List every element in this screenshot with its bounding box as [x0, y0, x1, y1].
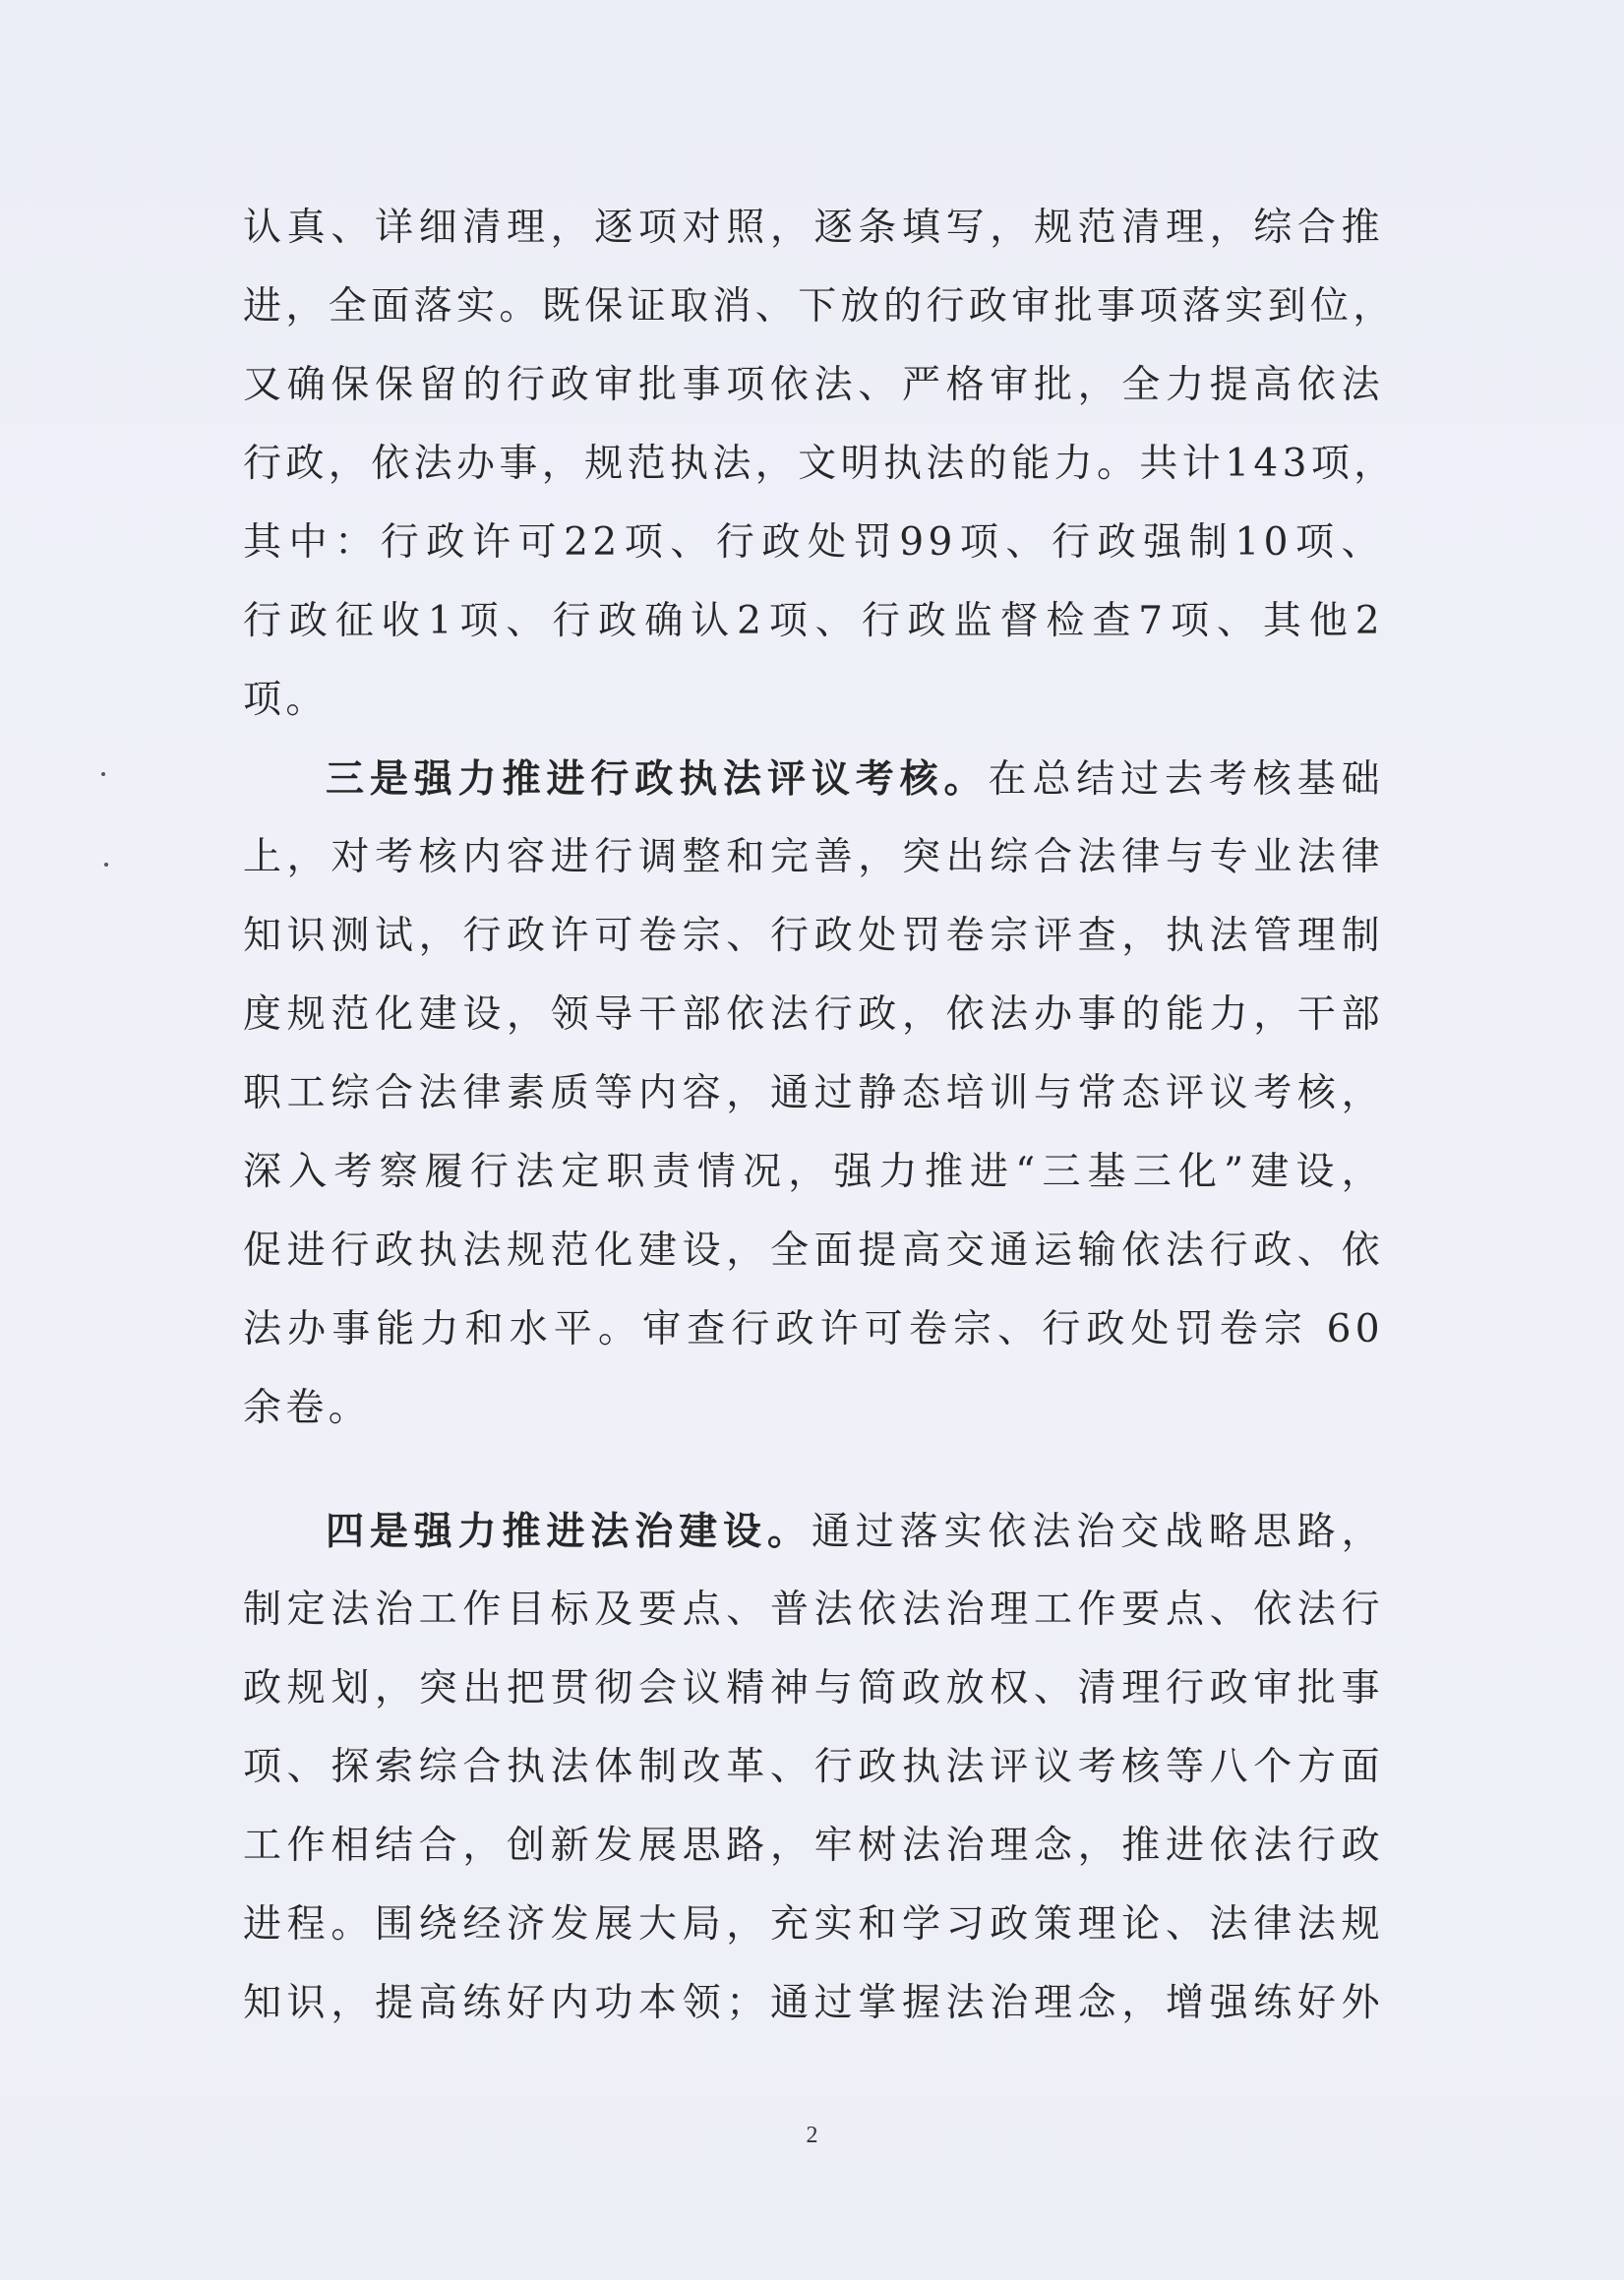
text-line: 职工综合法律素质等内容，通过静态培训与常态评议考核， [243, 1071, 1384, 1115]
text-line: 政规划，突出把贯彻会议精神与简政放权、清理行政审批事 [243, 1666, 1384, 1710]
text-line: 行政，依法办事，规范执法，文明执法的能力。共计143项， [243, 442, 1397, 486]
text-line: 进程。围绕经济发展大局，充实和学习政策理论、法律法规 [243, 1902, 1384, 1947]
text-line: 项。 [243, 678, 329, 722]
section-3-heading: 三是强力推进行政执法评议考核。 [326, 756, 989, 802]
scan-speck [104, 863, 108, 867]
text-line: 促进行政执法规范化建设，全面提高交通运输依法行政、依 [243, 1229, 1384, 1273]
text-line: 知识测试，行政许可卷宗、行政处罚卷宗评查，执法管理制 [243, 914, 1384, 958]
text-line: 又确保保留的行政审批事项依法、严格审批，全力提高依法 [243, 363, 1384, 407]
text-line: 法办事能力和水平。审查行政许可卷宗、行政处罚卷宗 60 [243, 1307, 1384, 1351]
page-number: 2 [806, 2123, 818, 2148]
text-line: 余卷。 [243, 1386, 372, 1430]
text-line: 其中：行政许可22项、行政处罚99项、行政强制10项、 [243, 520, 1384, 565]
text-line: 工作相结合，创新发展思路，牢树法治理念，推进依法行政 [243, 1824, 1384, 1868]
section-4-heading: 四是强力推进法治建设。 [326, 1509, 812, 1554]
text-line: 项、探索综合执法体制改革、行政执法评议考核等八个方面 [243, 1745, 1384, 1789]
text-line: 深入考察履行法定职责情况，强力推进“三基三化”建设， [243, 1150, 1384, 1194]
section-4-first-line [326, 1505, 1384, 1558]
text-line: 上，对考核内容进行调整和完善，突出综合法律与专业法律 [243, 835, 1384, 879]
text-line: 知识，提高练好内功本领；通过掌握法治理念，增强练好外 [243, 1981, 1384, 2025]
section-3-first-line [326, 752, 1384, 806]
section-4-first-line-text: 通过落实依法治交战略思路， [811, 1510, 1385, 1554]
text-line: 认真、详细清理，逐项对照，逐条填写，规范清理，综合推 [243, 206, 1384, 250]
section-3-first-line-text: 在总结过去考核基础 [988, 757, 1384, 802]
scan-speck [101, 772, 105, 776]
text-line: 制定法治工作目标及要点、普法依法治理工作要点、依法行 [243, 1588, 1384, 1632]
text-line: 进，全面落实。既保证取消、下放的行政审批事项落实到位， [243, 284, 1396, 329]
text-line: 行政征收1项、行政确认2项、行政监督检查7项、其他2 [243, 599, 1384, 643]
text-line: 度规范化建设，领导干部依法行政，依法办事的能力，干部 [243, 992, 1384, 1037]
